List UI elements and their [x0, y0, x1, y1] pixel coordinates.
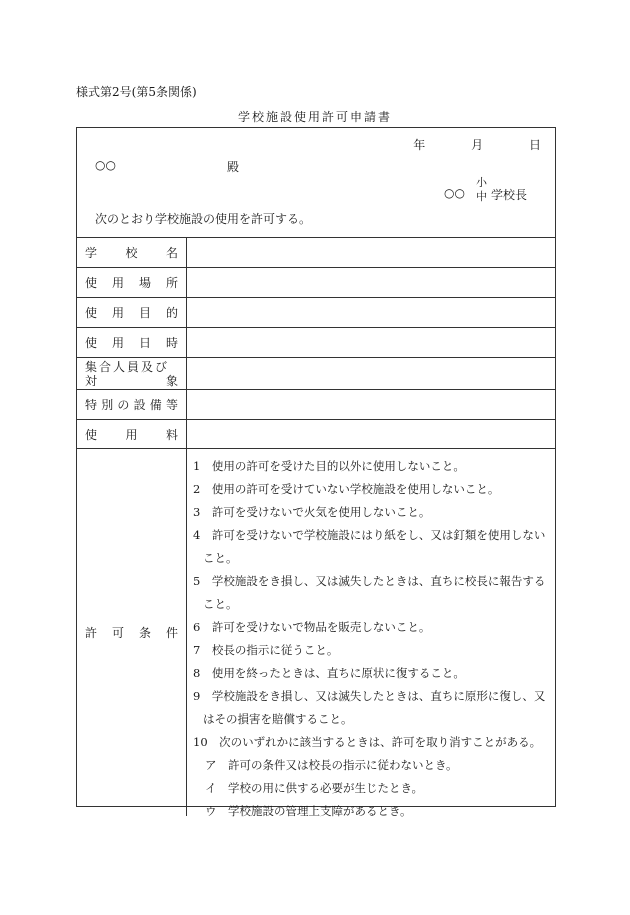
- addressee-name: ○○: [95, 158, 116, 172]
- row-value[interactable]: [187, 238, 555, 267]
- table-row: [77, 358, 555, 390]
- spaced-label: 特 別 の 設 備 等: [85, 398, 178, 412]
- spaced-label: 学 校 名: [85, 246, 178, 260]
- day-label: 日: [528, 138, 541, 152]
- row-value[interactable]: [187, 328, 555, 357]
- form-header: [77, 128, 555, 238]
- conditions-row: [77, 449, 555, 816]
- row-value[interactable]: [187, 268, 555, 297]
- table-row: [77, 390, 555, 420]
- honorific: 殿: [227, 160, 240, 174]
- table-row: [77, 420, 555, 449]
- form-number: 様式第2号(第5条関係): [76, 85, 197, 99]
- row-label: [77, 358, 187, 389]
- condition-sub-item: ウ 学校施設の管理上支障があるとき。: [205, 804, 412, 818]
- condition-item: 3 許可を受けないで火気を使用しないこと。: [193, 505, 431, 519]
- two-line-label: 集合人員及び 対 象: [85, 359, 178, 388]
- condition-item: 8 使用を終ったときは、直ちに原状に復すること。: [193, 666, 465, 680]
- condition-item: 5 学校施設をき損し、又は滅失したときは、直ちに校長に報告すること。: [193, 574, 546, 611]
- condition-sub-item: ア 許可の条件又は校長の指示に従わないとき。: [205, 758, 458, 772]
- conditions-label: [77, 449, 187, 816]
- spaced-label: 許 可 条 件: [85, 626, 178, 640]
- spaced-label: 使 用 日 時: [85, 336, 178, 350]
- school-level-upper: 小: [476, 176, 487, 189]
- permit-form: [76, 127, 556, 818]
- row-label: [77, 420, 187, 448]
- permit-statement: 次のとおり学校施設の使用を許可する。: [95, 212, 312, 226]
- table-row: [77, 298, 555, 328]
- row-value[interactable]: [187, 298, 555, 327]
- school-level-stack: [476, 176, 487, 204]
- table-row: [77, 268, 555, 298]
- row-label: [77, 268, 187, 297]
- condition-item: 10 次のいずれかに該当するときは、許可を取り消すことがある。: [193, 735, 542, 749]
- principal-prefix: ○○: [444, 186, 465, 200]
- row-label: [77, 328, 187, 357]
- condition-item: 2 使用の許可を受けていない学校施設を使用しないこと。: [193, 482, 500, 496]
- row-value[interactable]: [187, 390, 555, 419]
- condition-item: 9 学校施設をき損し、又は滅失したときは、直ちに原形に復し、又はその損害を賠償すること。: [193, 689, 546, 726]
- spaced-label: 使 用 場 所: [85, 276, 178, 290]
- form-title: 学校施設使用許可申請書: [237, 110, 392, 124]
- row-label: [77, 390, 187, 419]
- condition-item: 1 使用の許可を受けた目的以外に使用しないこと。: [193, 459, 465, 473]
- row-value[interactable]: [187, 358, 555, 389]
- condition-item: 6 許可を受けないで物品を販売しないこと。: [193, 620, 431, 634]
- principal-title: 学校長: [490, 188, 527, 202]
- condition-item: 7 校長の指示に従うこと。: [193, 643, 339, 657]
- condition-sub-item: イ 学校の用に供する必要が生じたとき。: [205, 781, 424, 795]
- row-label: [77, 238, 187, 267]
- row-label: [77, 298, 187, 327]
- conditions-list: [187, 449, 555, 816]
- table-row: [77, 238, 555, 268]
- spaced-label: 使 用 料: [85, 427, 178, 442]
- table-row: [77, 328, 555, 358]
- year-label: 年: [413, 138, 426, 152]
- school-level-lower: 中: [476, 190, 487, 203]
- row-value[interactable]: [187, 420, 555, 448]
- condition-item: 4 許可を受けないで学校施設にはり紙をし、又は釘類を使用しないこと。: [193, 528, 546, 565]
- spaced-label: 使 用 目 的: [85, 306, 178, 320]
- month-label: 月: [471, 138, 484, 152]
- date-line: [387, 136, 541, 153]
